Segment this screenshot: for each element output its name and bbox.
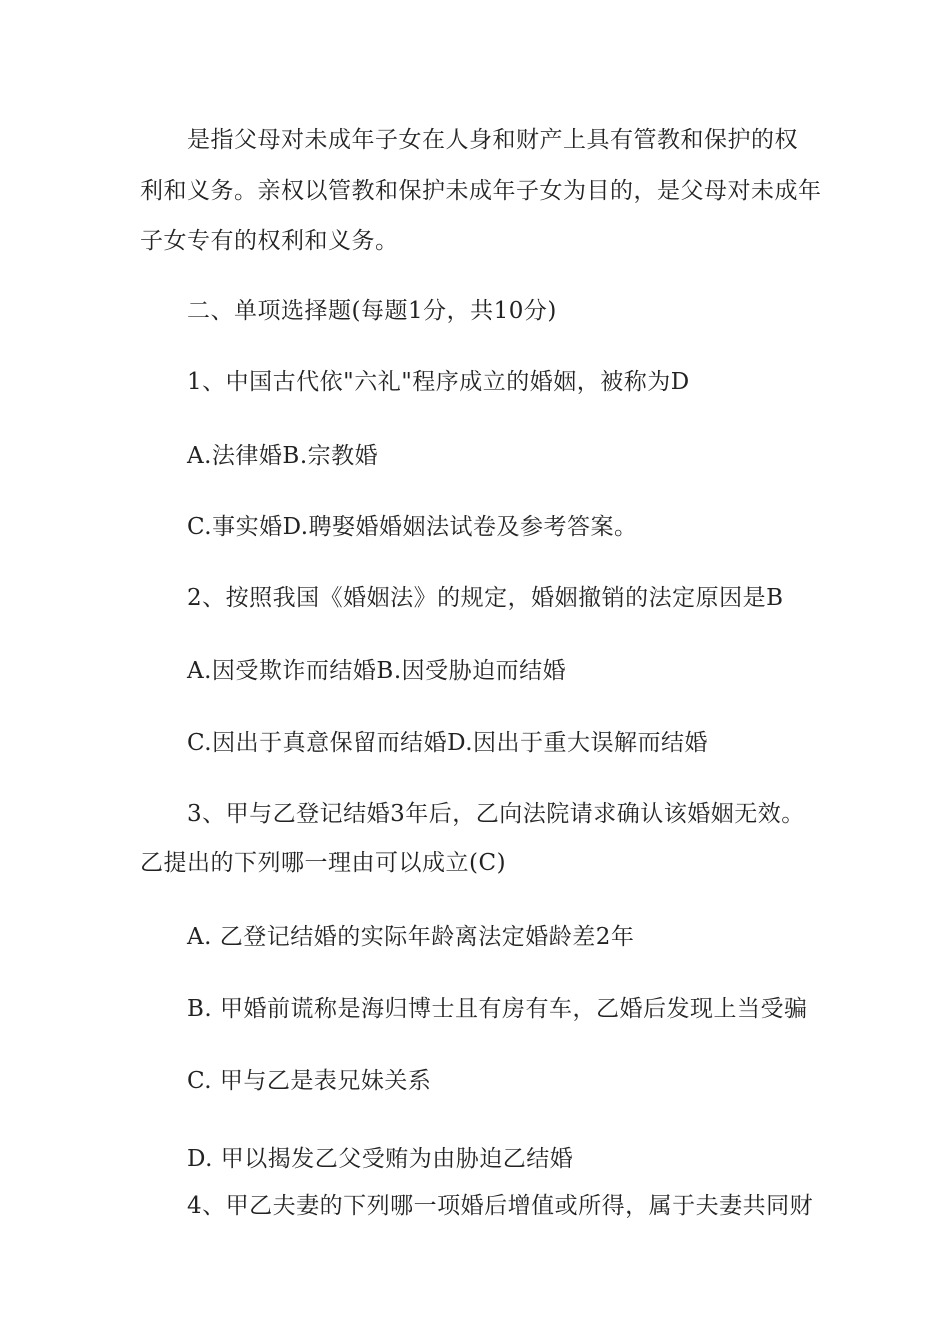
question-3-option-b: B. 甲婚前谎称是海归博士且有房有车，乙婚后发现上当受骗 [187, 996, 808, 1022]
question-1-options-cd: C.事实婚D.聘娶婚婚姻法试卷及参考答案。 [187, 514, 638, 540]
question-3-option-a: A. 乙登记结婚的实际年龄离法定婚龄差2年 [187, 924, 635, 950]
intro-paragraph-line-3: 子女专有的权利和义务。 [140, 228, 399, 254]
question-2-options-ab: A.因受欺诈而结婚B.因受胁迫而结婚 [187, 658, 567, 684]
question-2-stem: 2、按照我国《婚姻法》的规定，婚姻撤销的法定原因是B [187, 585, 784, 611]
question-3-stem-line-2: 乙提出的下列哪一理由可以成立(C) [140, 850, 507, 876]
question-1-stem: 1、中国古代依"六礼"程序成立的婚姻，被称为D [187, 369, 690, 395]
question-3-stem-line-1: 3、甲与乙登记结婚3年后，乙向法院请求确认该婚姻无效。 [187, 801, 805, 827]
intro-paragraph-line-1: 是指父母对未成年子女在人身和财产上具有管教和保护的权 [187, 127, 798, 153]
question-4-stem: 4、甲乙夫妻的下列哪一项婚后增值或所得，属于夫妻共同财 [187, 1193, 814, 1219]
question-3-option-d: D. 甲以揭发乙父受贿为由胁迫乙结婚 [187, 1146, 574, 1172]
question-2-options-cd: C.因出于真意保留而结婚D.因出于重大误解而结婚 [187, 730, 709, 756]
question-3-option-c: C. 甲与乙是表兄妹关系 [187, 1068, 432, 1094]
question-1-options-ab: A.法律婚B.宗教婚 [187, 443, 379, 469]
section-heading: 二、单项选择题(每题1分，共10分) [187, 298, 557, 324]
intro-paragraph-line-2: 利和义务。亲权以管教和保护未成年子女为目的，是父母对未成年 [140, 178, 822, 204]
